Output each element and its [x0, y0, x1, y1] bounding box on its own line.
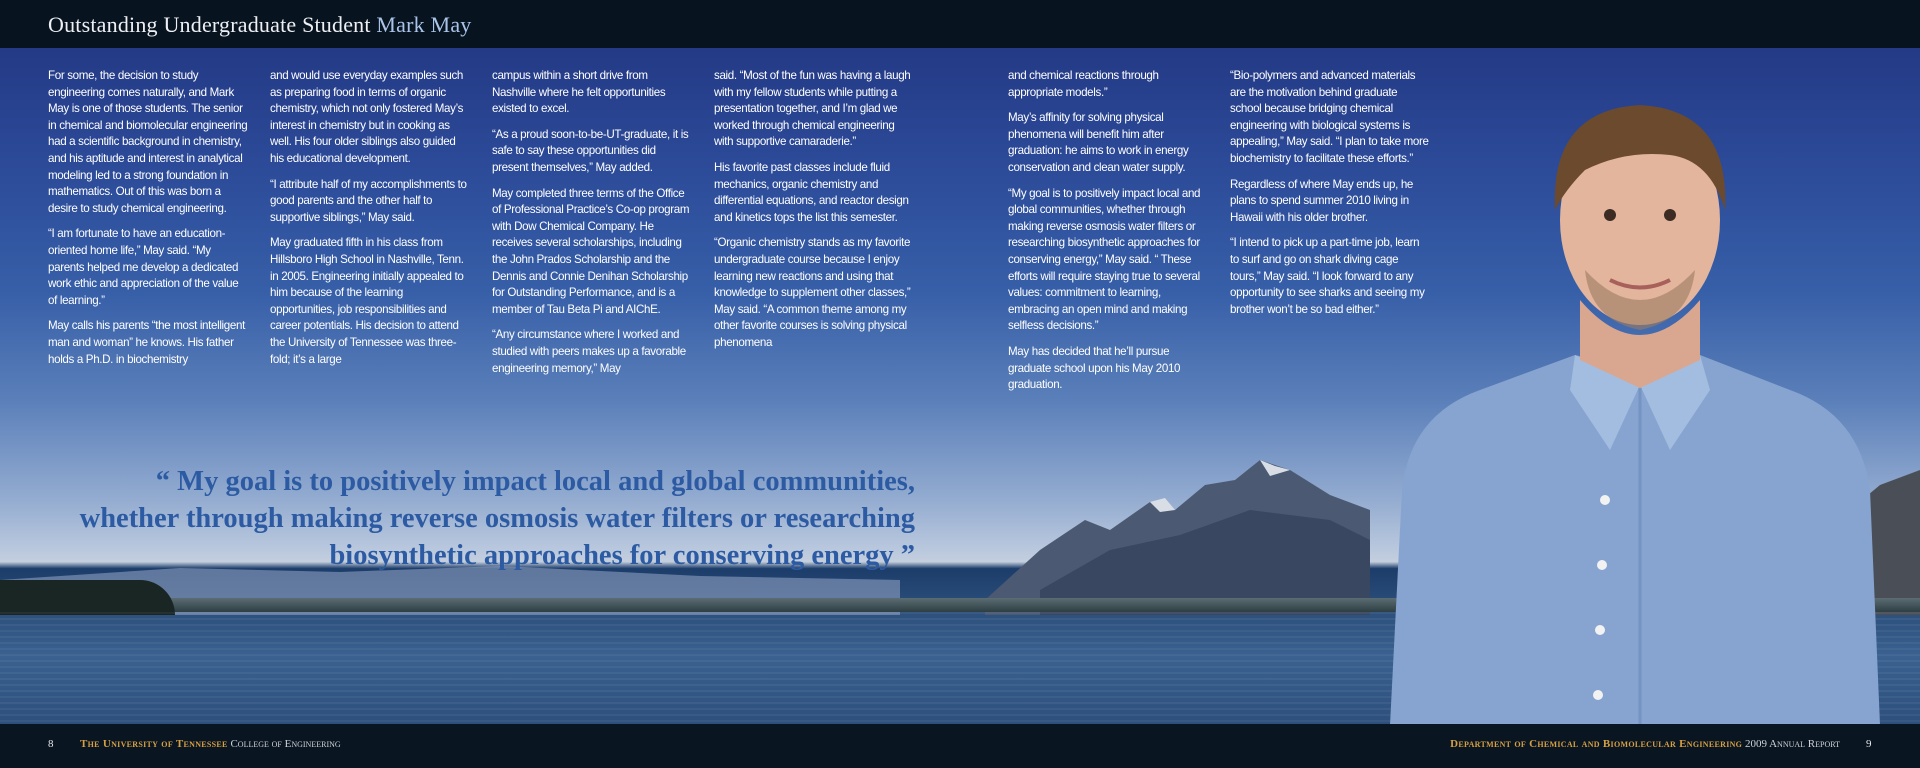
report-title: 2009 Annual Report: [1744, 738, 1840, 750]
footer-left-text: [80, 738, 341, 750]
article-column-5: [1008, 68, 1210, 403]
footer-right-text: [1450, 738, 1840, 750]
paragraph: and would use everyday examples such as preparing food in terms of organic chemistry, which not only fostered May’s interest in chemistry but in cooking as well. His four older siblings also guided his educational development.: [270, 69, 464, 165]
title-student-name: Mark May: [376, 12, 472, 37]
article-column-3: [492, 68, 692, 386]
department-name: Department of Chemical and Biomolecular Engineering: [1450, 738, 1743, 750]
paragraph: “Bio-polymers and advanced materials are the motivation behind graduate school because bridging chemical engineering with biological systems is appealing,” May said. “I plan to take more biochemistry to facilitate these efforts.”: [1230, 69, 1429, 165]
paragraph: “As a proud soon-to-be-UT-graduate, it is safe to say these opportunities did present themselves,” May added.: [492, 127, 689, 174]
paragraph: said. “Most of the fun was having a laugh with my fellow students while putting a presentation together, and I’m glad we worked through chemical engineering with supportive camaraderie.”: [714, 69, 911, 149]
college-name: College of Engineering: [230, 738, 341, 750]
paragraph: May’s affinity for solving physical phenomena will benefit him after graduation: he aims to work in energy conservation and clean water supply.: [1008, 111, 1189, 174]
tree-line: [0, 580, 175, 615]
paragraph: “Any circumstance where I worked and studied with peers makes up a favorable engineering memory,” May: [492, 328, 686, 375]
footer-bar: [0, 724, 1920, 768]
title-prefix: Outstanding Undergraduate Student: [48, 12, 371, 37]
page-number-right: 9: [1866, 738, 1872, 750]
article-column-6: [1230, 68, 1430, 327]
university-name: The University of Tennessee: [80, 738, 228, 750]
paragraph: “I intend to pick up a part-time job, learn to surf and go on shark diving cage tours,” May said. “I look forward to any opportunity to see sharks and seeing my brother won’t be so bad either.”: [1230, 236, 1425, 316]
portrait-photo: [1370, 70, 1890, 725]
pull-quote: “ My goal is to positively impact local and global communities, whether through making reverse osmosis water filters or researching biosynthetic approaches for conserving energy ”: [79, 466, 915, 571]
paragraph: May completed three terms of the Office of Professional Practice’s Co-op program with Dow Chemical Company. He receives several scholarships, including the John Prados Scholarship and the Dennis and Connie Denihan Scholarship for Outstanding Performance, and is a member of Tau Beta Pi and AIChE.: [492, 186, 690, 316]
paragraph: Regardless of where May ends up, he plans to spend summer 2010 living in Hawaii with his older brother.: [1230, 177, 1414, 224]
paragraph: campus within a short drive from Nashville where he felt opportunities existed to excel.: [492, 69, 666, 116]
header-bar: [0, 0, 1920, 48]
paragraph: May has decided that he’ll pursue graduate school upon his May 2010 graduation.: [1008, 344, 1181, 392]
paragraph: “I am fortunate to have an education-oriented home life,” May said. “My parents helped me develop a dedicated work ethic and appreciation of the value of learning.”: [48, 227, 239, 307]
article-column-1: [48, 68, 248, 377]
page-title: [48, 12, 472, 38]
paragraph: His favorite past classes include fluid mechanics, organic chemistry and differential equations, and reactor design and kinetics tops the list this semester.: [714, 160, 909, 224]
article-column-2: [270, 68, 468, 377]
paragraph: “I attribute half of my accomplishments to good parents and the other half to supportive siblings,” May said.: [270, 177, 467, 224]
paragraph: May graduated fifth in his class from Hillsboro High School in Nashville, Tenn. in 2005. Engineering initially appealed to him because of the learning opportunities, job responsibilities and career potentials. His decision to attend the University of Tennessee was three-fold; it’s a large: [270, 236, 464, 366]
paragraph: For some, the decision to study engineering comes naturally, and Mark May is one of those students. The senior in chemical and biomolecular engineering had a scientific background in chemistry, and his aptitude and interest in analytical modeling led to a strong foundation in mathematics. Out of this was born a desire to study chemical engineering.: [48, 69, 248, 215]
page-number-left: 8: [48, 738, 54, 750]
paragraph: “My goal is to positively impact local and global communities, whether through making reverse osmosis water filters or researching biosynthetic approaches for conserving energy,” May said. “ These efforts will require staying true to several values: commitment to learning, embracing an open mind and making selfless decisions.”: [1008, 186, 1201, 333]
article-column-4: [714, 68, 916, 361]
paragraph: “Organic chemistry stands as my favorite undergraduate course because I enjoy learning new reactions and using that knowledge to supplement other classes,” May said. “A common theme among my other favorite courses is solving physical phenomena: [714, 236, 911, 349]
paragraph: May calls his parents “the most intelligent man and woman” he knows. His father holds a Ph.D. in biochemistry: [48, 319, 245, 366]
paragraph: and chemical reactions through appropriate models.”: [1008, 69, 1159, 99]
